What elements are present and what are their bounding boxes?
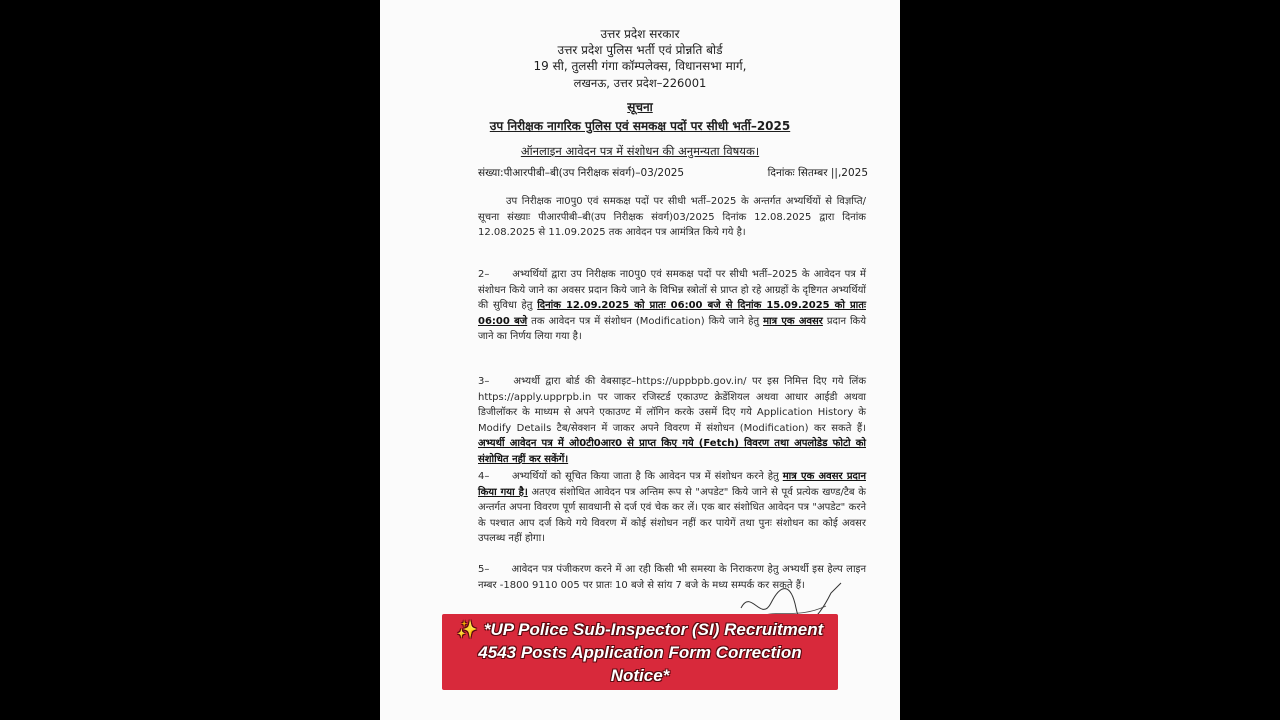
notice-subject: उप निरीक्षक नागरिक पुलिस एवं समकक्ष पदों पर सीधी भर्ती–2025 [489,119,791,133]
sparkles-icon: ✨ [456,619,478,639]
paragraph-3 [478,374,866,468]
caption-label: *UP Police Sub-Inspector (SI) Recruitment 4543 Posts Application Form Correction Notice* [478,619,824,685]
reference-number: संख्या:पीआरपीबी–बी(उप निरीक्षक संवर्ग)–03/2025 [478,167,685,179]
paragraph-number: 4– [478,471,490,482]
reference-row [478,166,868,180]
paragraph-4 [478,469,866,547]
paragraph-text: अभ्यर्थी द्वारा बोर्ड की वेबसाइट–https://uppbpb.gov.in/ पर इस निमित्त दिए गये लिंक https://apply.upprpb.in पर जाकर रजिस्टर्ड एकाउण्ट क्रेडेंशियल अथवा आधार आईडी अथवा डिजीलॉकर के माध्यम से अपने एकाउण्ट में लॉगिन करके उसमें दिए गये Application History के Modify Details टैब/सेक्शन में जाकर अपने विवरण में संशोधन (Modification) कर सकते हैं। [478,376,866,434]
fetch-warning: अभ्यर्थी आवेदन पत्र में ओ0टी0आर0 से प्राप्त किए गये (Fetch) विवरण तथा अपलोडेड फोटो को संशोधित नहीं कर सकेंगें। [478,438,866,465]
notice-document [380,0,900,720]
paragraph-text: अभ्यर्थियों द्वारा उप निरीक्षक ना0पु0 एवं समकक्ष पदों पर सीधी भर्ती–2025 के आवेदन पत्र में संशोधन किये जाने का अवसर प्रदान किये जाने के विभिन्न स्त्रोतों से प्राप्त हो रहे आग्रहों के दृष्टिगत अभ्यर्थियों की सुविधा हेतु [478,269,866,312]
notice-title: सूचना [627,100,653,114]
govt-name: उत्तर प्रदेश सरकार [600,27,680,41]
paragraph-text: प्रदान किये जाने का निर्णय लिया गया है। [478,315,867,343]
paragraph-text: तक आवेदन पत्र में संशोधन (Modification) किये जाने हेतु [531,315,760,327]
paragraph-number: 2– [478,269,490,280]
paragraph-1: उप निरीक्षक ना0पु0 एवं समकक्ष पदों पर सीधी भर्ती–2025 के अन्तर्गत अभ्यर्थियों से विज्ञप्ति/सूचना संख्याः पीआरपीबी–बी(उप निरीक्षक संवर्ग)03/2025 दिनांक 12.08.2025 द्वारा दिनांक 12.08.2025 से 11.09.2025 तक आवेदन पत्र आमंत्रित किये गये है। [478,196,866,239]
reference-date: दिनांकः सितम्बर ||,2025 [767,167,868,179]
paragraph-text: अभ्यर्थियों को सूचित किया जाता है कि आवेदन पत्र में संशोधन करने हेतु [511,471,779,482]
one-opportunity-highlight: मात्र एक अवसर प्रदान किया गया है। [478,471,866,498]
modification-window: दिनांक 12.09.2025 को प्रातः 06:00 बजे से दिनांक 15.09.2025 को प्रातः 06:00 बजे [478,300,866,327]
caption-banner [442,614,838,690]
paragraph-number: 3– [478,376,490,387]
board-name: उत्तर प्रदेश पुलिस भर्ती एवं प्रोन्नति बोर्ड [557,43,723,57]
notice-topic: ऑनलाइन आवेदन पत्र में संशोधन की अनुमन्यता विषयक। [520,144,760,158]
one-opportunity-highlight: मात्र एक अवसर [763,315,823,327]
paragraph-text: अतएव संशोधित आवेदन पत्र अन्तिम रूप से "अपडेट" किये जाने से पूर्व प्रत्येक खण्ड/टैब के अन्तर्गत अपना विवरण पूर्ण सावधानी से दर्ज एवं चेक कर लें। एक बार संशोधित आवेदन पत्र "अपडेट" करने के पश्चात आप दर्ज किये गये विवरण में कोई संशोधन नहीं कर पायेगें तथा पुनः संशोधन का कोई अवसर उपलब्ध नहीं होगा। [478,486,866,545]
paragraph-text: आवेदन पत्र पंजीकरण करने में आ रही किसी भी समस्या के निराकरण हेतु अभ्यर्थी इस हेल्प लाइन नम्बर -1800 9110 005 पर प्रातः 10 बजे से सांय 7 बजे के मध्य सम्पर्क कर सकते हैं। [478,564,867,591]
paragraph-2 [478,267,866,345]
paragraph-number: 5– [478,564,490,575]
address-line: 19 सी, तुलसी गंगा कॉम्पलेक्स, विधानसभा मार्ग, [533,59,747,73]
caption-text [450,618,830,687]
address-city: लखनऊ, उत्तर प्रदेश–226001 [573,76,707,90]
